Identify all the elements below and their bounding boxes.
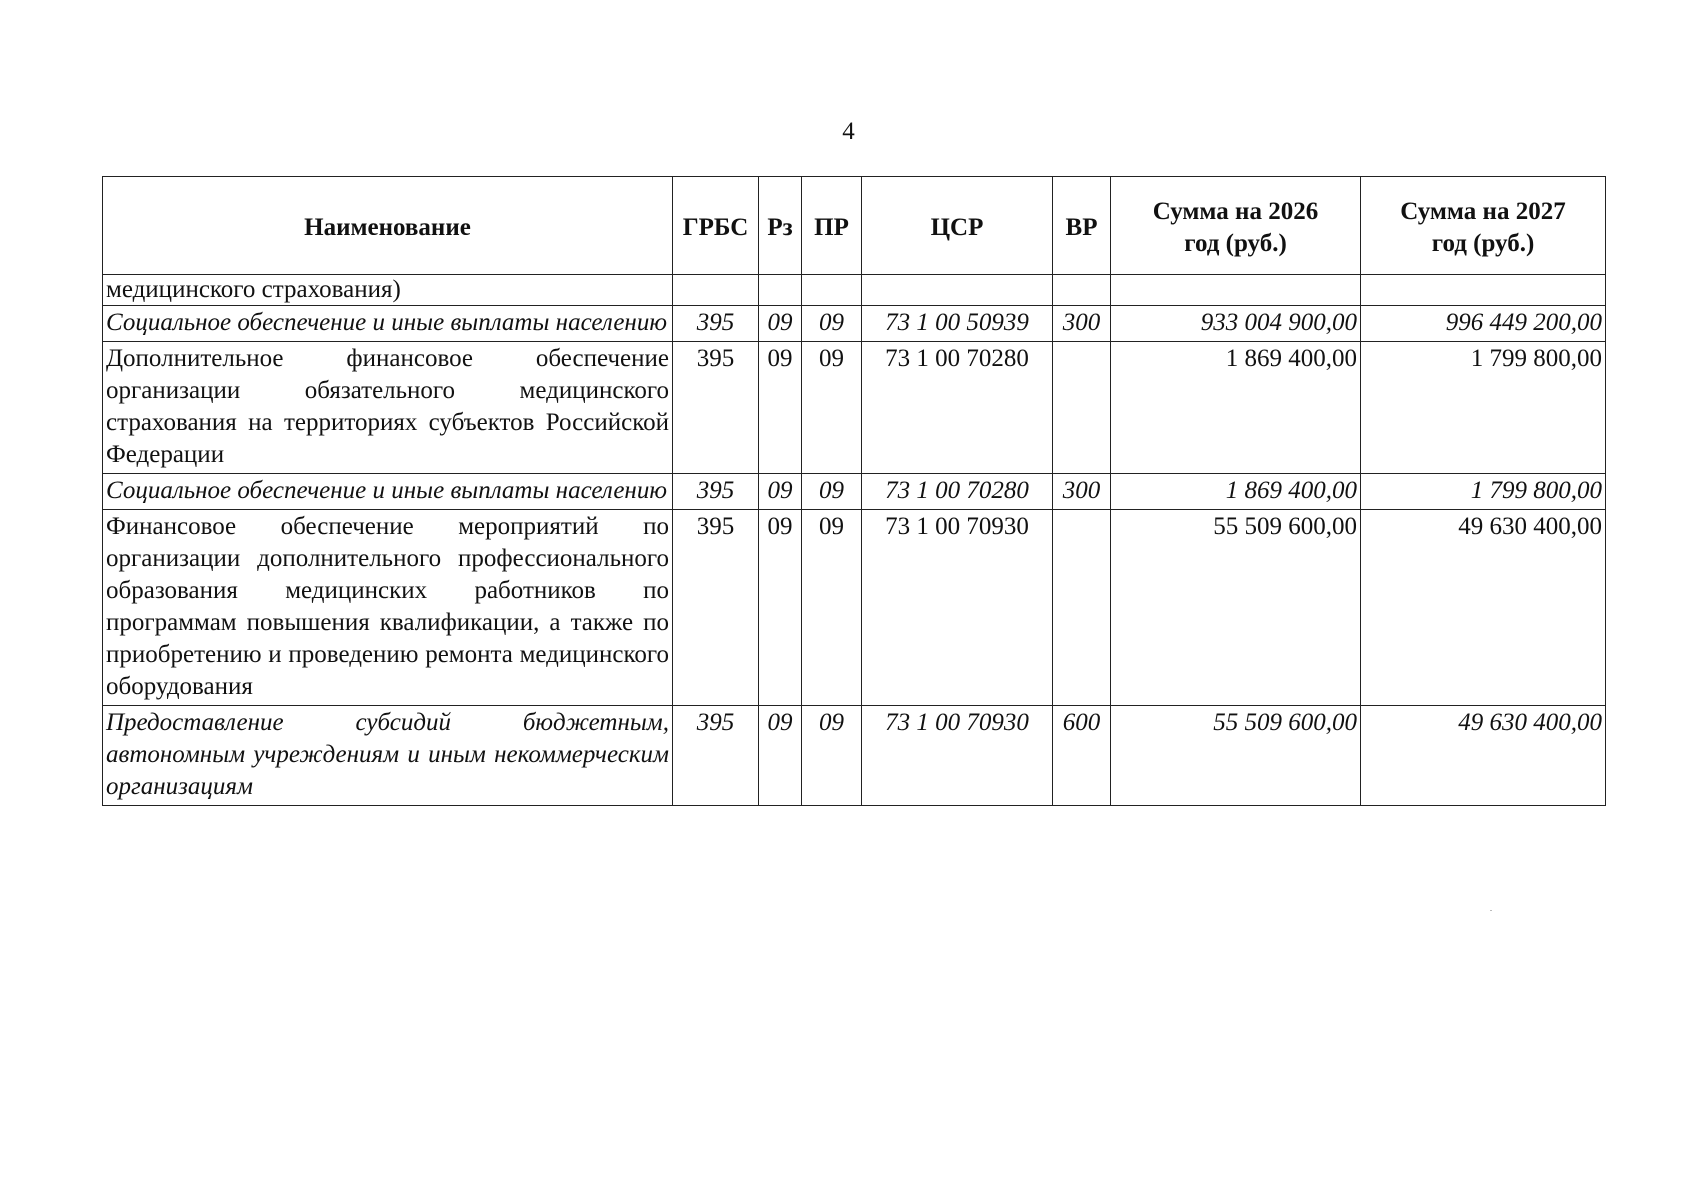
cell-rz — [759, 275, 802, 306]
header-rz: Рз — [759, 177, 802, 275]
cell-pr: 09 — [802, 306, 862, 342]
cell-rz: 09 — [759, 306, 802, 342]
cell-pr — [802, 275, 862, 306]
cell-grbs: 395 — [673, 510, 759, 706]
cell-vr — [1053, 342, 1111, 474]
cell-grbs: 395 — [673, 342, 759, 474]
table-row — [103, 510, 1606, 706]
cell-sum-2026: 933 004 900,00 — [1111, 306, 1361, 342]
header-sum-2027: Сумма на 2027 год (руб.) — [1361, 177, 1606, 275]
scan-speck — [1490, 910, 1492, 911]
cell-csr: 73 1 00 70280 — [862, 342, 1053, 474]
cell-grbs: 395 — [673, 706, 759, 806]
cell-grbs — [673, 275, 759, 306]
cell-csr: 73 1 00 70280 — [862, 474, 1053, 510]
header-vr: ВР — [1053, 177, 1111, 275]
cell-csr — [862, 275, 1053, 306]
cell-sum-2026: 55 509 600,00 — [1111, 706, 1361, 806]
cell-vr: 300 — [1053, 306, 1111, 342]
table-header — [103, 177, 1606, 275]
cell-sum-2026: 1 869 400,00 — [1111, 474, 1361, 510]
cell-name: Финансовое обеспечение мероприятий по организации дополнительного профессионального образования медицинских работников по программам повышения квалификации, а также по приобретению и проведению ремонта медицинского оборудования — [103, 510, 673, 706]
cell-sum-2027 — [1361, 275, 1606, 306]
cell-vr — [1053, 275, 1111, 306]
cell-csr: 73 1 00 70930 — [862, 706, 1053, 806]
table-row — [103, 474, 1606, 510]
cell-pr: 09 — [802, 474, 862, 510]
cell-name: медицинского страхования) — [103, 275, 673, 306]
header-pr: ПР — [802, 177, 862, 275]
cell-sum-2027: 996 449 200,00 — [1361, 306, 1606, 342]
cell-name: Дополнительное финансовое обеспечение организации обязательного медицинского страхования на территориях субъектов Российской Федерации — [103, 342, 673, 474]
cell-rz: 09 — [759, 474, 802, 510]
cell-rz: 09 — [759, 342, 802, 474]
cell-grbs: 395 — [673, 306, 759, 342]
cell-sum-2027: 1 799 800,00 — [1361, 474, 1606, 510]
cell-pr: 09 — [802, 706, 862, 806]
cell-vr: 300 — [1053, 474, 1111, 510]
table-row — [103, 706, 1606, 806]
cell-name: Социальное обеспечение и иные выплаты населению — [103, 474, 673, 510]
cell-csr: 73 1 00 70930 — [862, 510, 1053, 706]
cell-sum-2027: 49 630 400,00 — [1361, 706, 1606, 806]
header-sum-2026: Сумма на 2026 год (руб.) — [1111, 177, 1361, 275]
cell-vr: 600 — [1053, 706, 1111, 806]
cell-grbs: 395 — [673, 474, 759, 510]
cell-sum-2027: 1 799 800,00 — [1361, 342, 1606, 474]
table-row-continuation — [103, 275, 1606, 306]
budget-table — [102, 176, 1606, 806]
cell-sum-2027: 49 630 400,00 — [1361, 510, 1606, 706]
cell-sum-2026: 1 869 400,00 — [1111, 342, 1361, 474]
header-csr: ЦСР — [862, 177, 1053, 275]
cell-csr: 73 1 00 50939 — [862, 306, 1053, 342]
table-row — [103, 342, 1606, 474]
cell-name: Предоставление субсидий бюджетным, автономным учреждениям и иным некоммерческим организациям — [103, 706, 673, 806]
cell-vr — [1053, 510, 1111, 706]
page-number: 4 — [842, 118, 855, 145]
header-grbs: ГРБС — [673, 177, 759, 275]
cell-pr: 09 — [802, 342, 862, 474]
table-row — [103, 306, 1606, 342]
cell-sum-2026 — [1111, 275, 1361, 306]
cell-name: Социальное обеспечение и иные выплаты населению — [103, 306, 673, 342]
cell-rz: 09 — [759, 706, 802, 806]
cell-pr: 09 — [802, 510, 862, 706]
cell-rz: 09 — [759, 510, 802, 706]
header-name: Наименование — [103, 177, 673, 275]
cell-sum-2026: 55 509 600,00 — [1111, 510, 1361, 706]
table-body — [103, 275, 1606, 806]
